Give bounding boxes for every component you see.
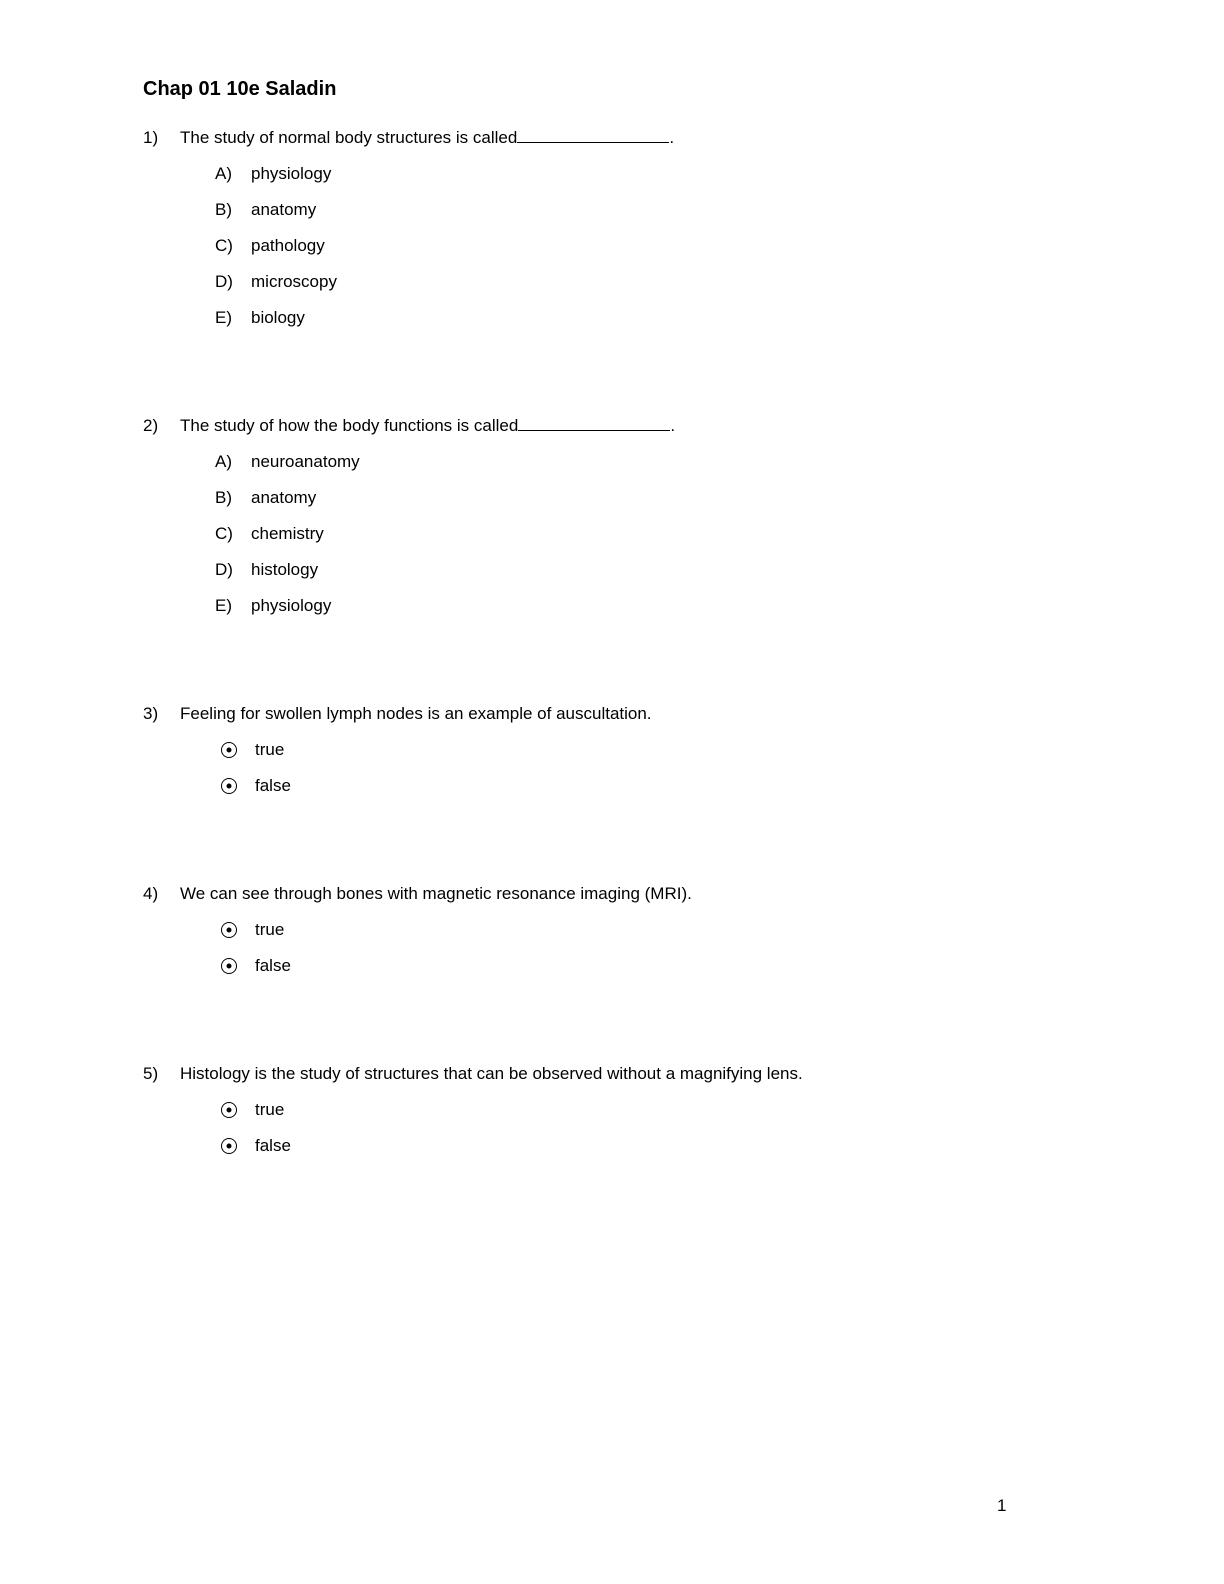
truefalse-option (215, 1092, 1103, 1128)
options (215, 1092, 1103, 1164)
question-text: The study of normal body structures is called (180, 128, 518, 147)
question (143, 120, 1103, 336)
radio-icon (221, 1102, 237, 1118)
option-letter: D) (215, 272, 233, 291)
answer-blank (518, 416, 670, 431)
choice-option (215, 552, 1103, 588)
choice-option (215, 516, 1103, 552)
choice-option (215, 264, 1103, 300)
choice-option (215, 588, 1103, 624)
question-number: 5) (143, 1064, 159, 1083)
option-text: true (255, 920, 285, 939)
answer-blank (517, 128, 669, 143)
question-text: We can see through bones with magnetic resonance imaging (MRI). (180, 884, 692, 903)
option-text: histology (251, 560, 319, 579)
option-text: anatomy (251, 200, 317, 219)
options (215, 912, 1103, 984)
question (143, 1056, 1103, 1164)
question-text: The study of how the body functions is called (180, 416, 519, 435)
truefalse-option (215, 912, 1103, 948)
option-text: physiology (251, 596, 332, 615)
choice-option (215, 444, 1103, 480)
option-text: neuroanatomy (251, 452, 360, 471)
radio-icon (221, 1138, 237, 1154)
truefalse-option (215, 1128, 1103, 1164)
question-number: 2) (143, 416, 159, 435)
question (143, 696, 1103, 804)
option-letter: B) (215, 200, 232, 219)
question-text: Feeling for swollen lymph nodes is an example of auscultation. (180, 704, 652, 723)
option-text: true (255, 1100, 285, 1119)
options (215, 732, 1103, 804)
question-number: 4) (143, 884, 159, 903)
choice-option (215, 192, 1103, 228)
page-number: 1 (997, 1496, 1007, 1515)
radio-icon (221, 742, 237, 758)
question-number: 1) (143, 128, 159, 147)
document-content (143, 76, 1103, 1236)
option-text: false (255, 956, 291, 975)
option-text: chemistry (251, 524, 324, 543)
truefalse-option (215, 768, 1103, 804)
choice-option (215, 300, 1103, 336)
option-text: true (255, 740, 285, 759)
choice-option (215, 228, 1103, 264)
option-text: pathology (251, 236, 325, 255)
choice-option (215, 156, 1103, 192)
page-title: Chap 01 10e Saladin (143, 78, 337, 100)
option-letter: C) (215, 236, 233, 255)
option-letter: E) (215, 308, 232, 327)
option-text: microscopy (251, 272, 337, 291)
truefalse-option (215, 948, 1103, 984)
question (143, 876, 1103, 984)
question-number: 3) (143, 704, 159, 723)
question-suffix: . (670, 416, 676, 435)
option-text: anatomy (251, 488, 317, 507)
radio-icon (221, 778, 237, 794)
radio-icon (221, 922, 237, 938)
radio-icon (221, 958, 237, 974)
truefalse-option (215, 732, 1103, 768)
options (215, 444, 1103, 624)
choice-option (215, 480, 1103, 516)
option-letter: A) (215, 452, 232, 471)
question-text: Histology is the study of structures that can be observed without a magnifying lens. (180, 1064, 803, 1083)
option-letter: B) (215, 488, 232, 507)
option-text: false (255, 1136, 291, 1155)
option-letter: D) (215, 560, 233, 579)
option-text: biology (251, 308, 305, 327)
options (215, 156, 1103, 336)
option-letter: A) (215, 164, 232, 183)
option-text: false (255, 776, 291, 795)
option-letter: E) (215, 596, 232, 615)
option-letter: C) (215, 524, 233, 543)
question (143, 408, 1103, 624)
option-text: physiology (251, 164, 332, 183)
question-suffix: . (669, 128, 675, 147)
questions (143, 120, 1103, 1164)
